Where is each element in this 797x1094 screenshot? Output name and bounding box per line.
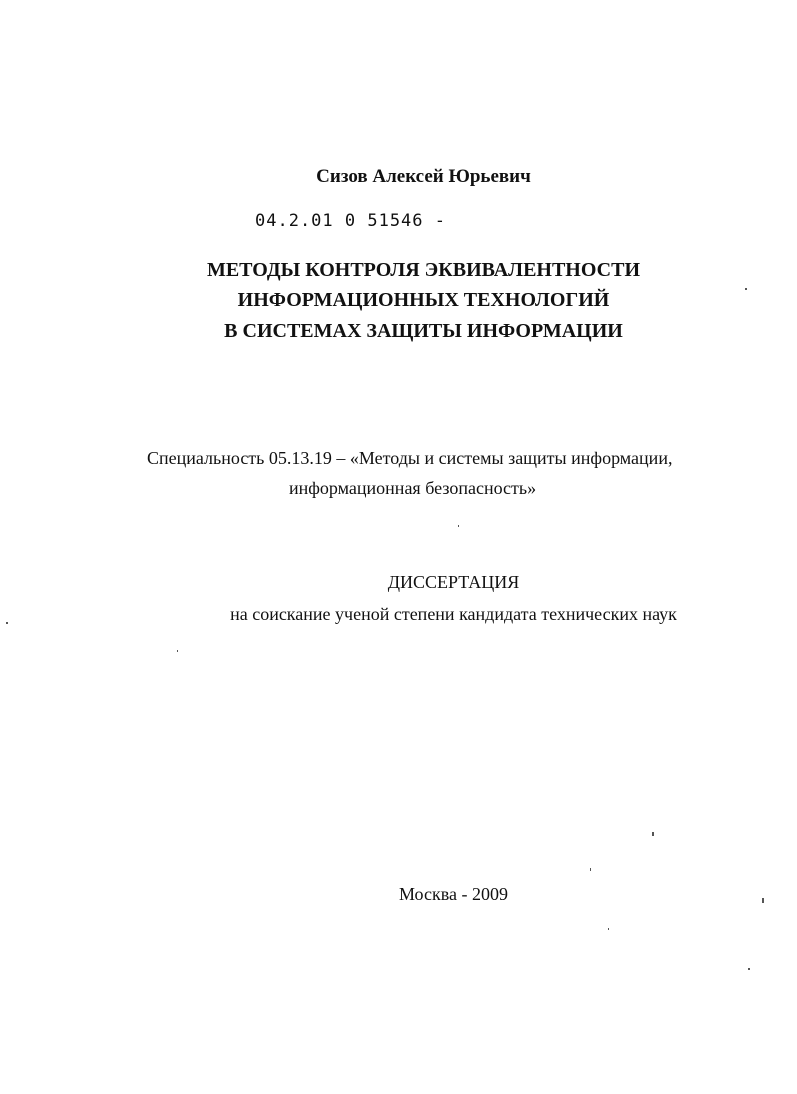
scan-speck: [458, 525, 459, 527]
author-name: Сизов Алексей Юрьевич: [316, 166, 531, 187]
scan-speck: [590, 868, 591, 871]
scan-speck: [652, 832, 654, 836]
document-type: ДИССЕРТАЦИЯ: [387, 572, 520, 592]
scan-speck: [6, 622, 8, 624]
specialty-line-2: информационная безопасность»: [289, 478, 537, 498]
specialty-line-1: Специальность 05.13.19 – «Методы и системы защиты информации,: [147, 448, 673, 468]
degree-line: на соискание ученой степени кандидата технических наук: [230, 604, 677, 624]
city-year: Москва - 2009: [399, 884, 508, 904]
scan-speck: [762, 898, 764, 903]
scan-speck: [608, 928, 609, 930]
scan-speck: [745, 288, 747, 290]
title-line-2: ИНФОРМАЦИОННЫХ ТЕХНОЛОГИЙ: [237, 289, 610, 311]
title-line-3: В СИСТЕМАХ ЗАЩИТЫ ИНФОРМАЦИИ: [224, 320, 623, 342]
catalog-code-stamp: 04.2.01 0 51546 -: [255, 211, 446, 231]
title-line-1: МЕТОДЫ КОНТРОЛЯ ЭКВИВАЛЕНТНОСТИ: [206, 259, 641, 281]
scan-speck: [748, 968, 750, 970]
scan-speck: [177, 650, 178, 652]
